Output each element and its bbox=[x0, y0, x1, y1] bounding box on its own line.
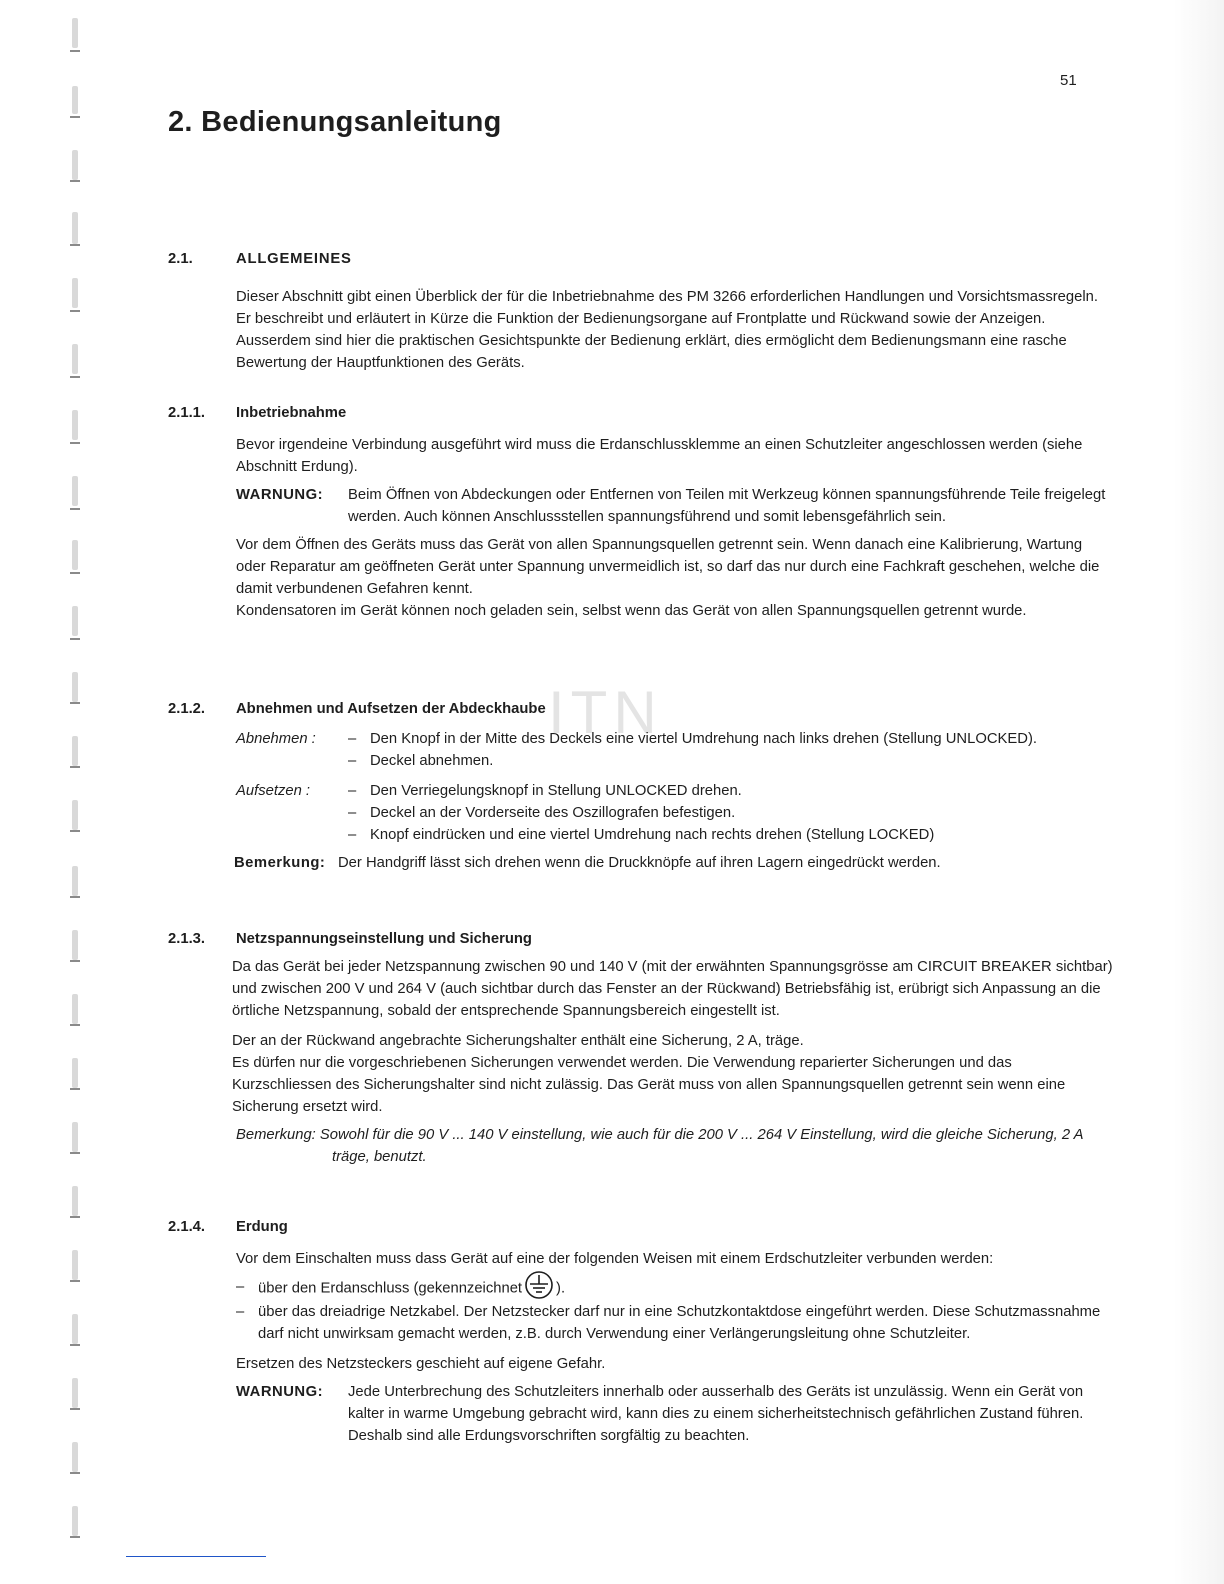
binder-hole bbox=[72, 212, 78, 244]
warning-text: Jede Unterbrechung des Schutzleiters innerhalb oder ausserhalb des Geräts ist unzulässig. Wenn ein Gerät von kalter in warme Umgebung gebracht wird, kann dies zu einem sicherheitstechnisch gefährlichen Zustand führen. Deshalb sind alle Erdungsvorschriften sorgfältig zu beachten. bbox=[348, 1384, 1084, 1444]
binder-hole bbox=[72, 672, 78, 702]
list-item-text: Deckel an der Vorderseite des Oszillografen befestigen. bbox=[370, 805, 736, 821]
binder-hole bbox=[72, 278, 78, 308]
list-item-text: Deckel abnehmen. bbox=[370, 753, 494, 769]
list-item: – über den Erdanschluss (gekennzeichnet ). bbox=[236, 1276, 1106, 1301]
warning-note bbox=[236, 484, 1106, 528]
binder-tick bbox=[70, 442, 80, 444]
section-title: ALLGEMEINES bbox=[236, 251, 352, 267]
paragraph: Der an der Rückwand angebrachte Sicherungshalter enthält eine Sicherung, 2 A, träge. bbox=[232, 1033, 804, 1049]
binder-hole bbox=[72, 1122, 78, 1152]
warning-label: WARNUNG: bbox=[236, 487, 324, 503]
watermark: ITN bbox=[548, 679, 663, 746]
section-2-1-4 bbox=[168, 1216, 1106, 1447]
binder-hole bbox=[72, 150, 78, 180]
section-2-1-1 bbox=[168, 402, 1106, 622]
paragraph: Vor dem Einschalten muss dass Gerät auf eine der folgenden Weisen mit einem Erdschutzleiter verbunden werden: bbox=[236, 1251, 994, 1267]
bullet-list bbox=[236, 1276, 1106, 1345]
binder-hole bbox=[72, 994, 78, 1024]
list-item-text: Den Knopf in der Mitte des Deckels eine viertel Umdrehung nach links drehen (Stellung UNLOCKED). bbox=[370, 731, 1038, 747]
binder-tick bbox=[70, 572, 80, 574]
fit-steps bbox=[236, 780, 1106, 846]
list-item-text: über den Erdanschluss (gekennzeichnet bbox=[258, 1280, 523, 1297]
binder-hole bbox=[72, 866, 78, 896]
list-item: – Deckel an der Vorderseite des Oszillografen befestigen. bbox=[348, 802, 1106, 824]
binder-hole bbox=[72, 476, 78, 506]
remark-note bbox=[234, 852, 1106, 874]
binder-tick bbox=[70, 1024, 80, 1026]
paragraph: Ersetzen des Netzsteckers geschieht auf eigene Gefahr. bbox=[236, 1356, 606, 1372]
list-item: – Deckel abnehmen. bbox=[348, 750, 1106, 772]
section-title: Abnehmen und Aufsetzen der Abdeckhaube bbox=[236, 701, 546, 717]
paragraph: Da das Gerät bei jeder Netzspannung zwischen 90 und 140 V (mit der erwähnten Spannungsgrösse am CIRCUIT BREAKER sichtbar) und zwischen 200 V und 264 V (auch sichtbar durch das Fenster an der Rückwand) Betriebsfähig ist, erübrigt sich Anpassung an die örtliche Netzspannung, sobald der entsprechende Spannungsbereich eingestellt ist. bbox=[232, 959, 1113, 1019]
section-title: Inbetriebnahme bbox=[236, 405, 347, 421]
binder-hole bbox=[72, 1442, 78, 1472]
section-number: 2.1.1. bbox=[168, 405, 206, 421]
binder-tick bbox=[70, 1344, 80, 1346]
chapter-title: 2. Bedienungsanleitung bbox=[168, 106, 502, 138]
warning-text: Beim Öffnen von Abdeckungen oder Entfernen von Teilen mit Werkzeug können spannungsführende Teile freigelegt werden. Auch können Anschlussstellen spannungsführend und somit lebensgefährlich sein. bbox=[348, 487, 1106, 525]
paragraph: Kondensatoren im Gerät können noch geladen sein, selbst wenn das Gerät von allen Spannungsquellen getrennt wurde. bbox=[236, 603, 1027, 619]
binder-hole bbox=[72, 18, 78, 48]
footnote-rule bbox=[126, 1556, 266, 1557]
binder-hole bbox=[72, 800, 78, 830]
remove-steps bbox=[236, 728, 1106, 772]
binder-hole bbox=[72, 1058, 78, 1088]
binder-tick bbox=[70, 116, 80, 118]
page-number: 51 bbox=[1060, 72, 1077, 89]
list-item-text: Knopf eindrücken und eine viertel Umdrehung nach rechts drehen (Stellung LOCKED) bbox=[370, 827, 935, 843]
binder-tick bbox=[70, 1088, 80, 1090]
list-item: – Den Verriegelungsknopf in Stellung UNLOCKED drehen. bbox=[348, 780, 1106, 802]
binder-tick bbox=[70, 1472, 80, 1474]
binder-tick bbox=[70, 830, 80, 832]
list-item: – Knopf eindrücken und eine viertel Umdrehung nach rechts drehen (Stellung LOCKED) bbox=[348, 824, 1106, 846]
paragraph: Bevor irgendeine Verbindung ausgeführt wird muss die Erdanschlussklemme an einen Schutzleiter angeschlossen werden (siehe Abschnitt Erdung). bbox=[236, 437, 1083, 475]
section-title: Erdung bbox=[236, 1219, 288, 1235]
binder-tick bbox=[70, 1216, 80, 1218]
section-2-1-2 bbox=[168, 698, 1106, 874]
section-number: 2.1.2. bbox=[168, 701, 206, 717]
warning-note bbox=[236, 1381, 1106, 1447]
warning-label: WARNUNG: bbox=[236, 1384, 324, 1400]
binder-hole bbox=[72, 410, 78, 440]
page-edge-shadow bbox=[1174, 0, 1224, 1584]
paragraph: Es dürfen nur die vorgeschriebenen Sicherungen verwendet werden. Die Verwendung reparierter Sicherungen und das Kurzschliessen des Sicherungshalter sind nicht zulässig. Das Gerät muss von allen Spannungsquellen getrennt sein wenn eine Sicherung ersetzt wird. bbox=[232, 1055, 1066, 1115]
remark-text: Der Handgriff lässt sich drehen wenn die Druckknöpfe auf ihren Lagern eingedrückt werden. bbox=[338, 855, 941, 871]
paragraph: Vor dem Öffnen des Geräts muss das Gerät von allen Spannungsquellen getrennt sein. Wenn danach eine Kalibrierung, Wartung oder Reparatur am geöffneten Gerät unter Spannung unvermeidlich ist, so darf das nur durch eine Fachkraft geschehen, welche die damit verbundenen Gefahren kennt. bbox=[236, 537, 1100, 597]
list-item-text: Den Verriegelungsknopf in Stellung UNLOCKED drehen. bbox=[370, 783, 742, 799]
italic-remark: Bemerkung: Sowohl für die 90 V ... 140 V einstellung, wie auch für die 200 V ... 264 V Einstellung, wird die gleiche Sicherung, 2 A träge, benutzt. bbox=[236, 1127, 1083, 1165]
binder-margin bbox=[60, 0, 90, 1584]
binder-hole bbox=[72, 86, 78, 114]
binder-tick bbox=[70, 1408, 80, 1410]
list-item: – Den Knopf in der Mitte des Deckels eine viertel Umdrehung nach links drehen (Stellung UNLOCKED). bbox=[348, 728, 1106, 750]
section-title: Netzspannungseinstellung und Sicherung bbox=[236, 931, 532, 947]
binder-tick bbox=[70, 50, 80, 52]
binder-tick bbox=[70, 244, 80, 246]
binder-tick bbox=[70, 376, 80, 378]
remark-label: Bemerkung: bbox=[234, 855, 326, 871]
binder-tick bbox=[70, 960, 80, 962]
section-number: 2.1. bbox=[168, 251, 193, 267]
binder-hole bbox=[72, 606, 78, 636]
binder-tick bbox=[70, 1280, 80, 1282]
binder-tick bbox=[70, 766, 80, 768]
steps-label: Abnehmen : bbox=[236, 731, 316, 747]
binder-hole bbox=[72, 1314, 78, 1344]
list-item-text: ). bbox=[556, 1280, 566, 1297]
binder-hole bbox=[72, 930, 78, 960]
binder-hole bbox=[72, 344, 78, 374]
binder-tick bbox=[70, 1536, 80, 1538]
binder-hole bbox=[72, 736, 78, 766]
binder-tick bbox=[70, 896, 80, 898]
list-item-text: über das dreiadrige Netzkabel. Der Netzstecker darf nur in eine Schutzkontaktdose eingeführt werden. Diese Schutzmassnahme darf nicht unwirksam gemacht werden, z.B. durch Verwendung einer Verlängerungsleitung ohne Schutzleiter. bbox=[258, 1304, 1101, 1342]
binder-tick bbox=[70, 310, 80, 312]
binder-hole bbox=[72, 1378, 78, 1408]
steps-label: Aufsetzen : bbox=[236, 783, 311, 799]
binder-hole bbox=[72, 540, 78, 570]
section-2-1-3 bbox=[168, 928, 1113, 1168]
binder-tick bbox=[70, 1152, 80, 1154]
binder-tick bbox=[70, 508, 80, 510]
binder-hole bbox=[72, 1506, 78, 1536]
paragraph: Dieser Abschnitt gibt einen Überblick der für die Inbetriebnahme des PM 3266 erforderlichen Handlungen und Vorsichtsmassregeln. Er beschreibt und erläutert in Kürze die Funktion der Bedienungsorgane auf Frontplatte und Rückwand sowie der Anzeigen. Ausserdem sind hier die praktischen Gesichtspunkte der Bedienung erklärt, dies ermöglicht dem Bedienungsmann eine rasche Bewertung der Hauptfunktionen des Geräts. bbox=[236, 289, 1098, 371]
section-number: 2.1.3. bbox=[168, 931, 206, 947]
binder-tick bbox=[70, 180, 80, 182]
binder-hole bbox=[72, 1186, 78, 1216]
section-2-1 bbox=[168, 248, 1106, 374]
list-item: – über das dreiadrige Netzkabel. Der Netzstecker darf nur in eine Schutzkontaktdose eingeführt werden. Diese Schutzmassnahme darf nicht unwirksam gemacht werden, z.B. durch Verwendung einer Verlängerungsleitung ohne Schutzleiter. bbox=[236, 1301, 1106, 1345]
binder-tick bbox=[70, 638, 80, 640]
binder-hole bbox=[72, 1250, 78, 1280]
section-number: 2.1.4. bbox=[168, 1219, 206, 1235]
binder-tick bbox=[70, 702, 80, 704]
